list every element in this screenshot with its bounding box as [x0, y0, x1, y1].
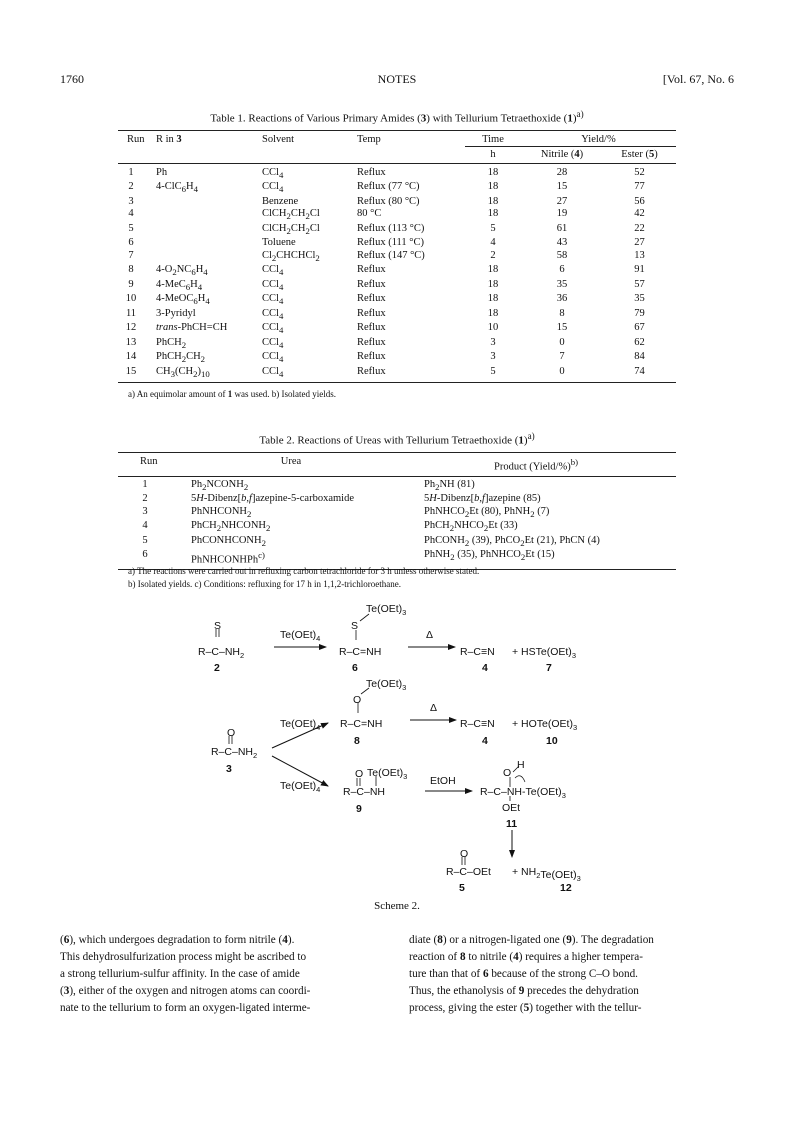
- table-cell: 62: [634, 336, 645, 348]
- table-cell: 27: [556, 195, 568, 207]
- table-cell: PhNH$_2$ (35), PhNHCO$_2$Et (15): [396, 549, 676, 569]
- table-cell: 18: [487, 195, 499, 207]
- col-product: Product (Yield/%)$^{b)}$: [494, 457, 578, 473]
- table-cell: Reflux (77 °C): [357, 181, 420, 193]
- body-line: process, giving the ester (5) together with the tellur-: [409, 1002, 642, 1014]
- table-cell: 80 °C: [357, 208, 382, 220]
- table-cell: $ClCH_2CH_2Cl$: [262, 208, 320, 222]
- table-cell: 18: [487, 166, 499, 178]
- body-line: diate (8) or a nitrogen-ligated one (9). The degradation: [409, 934, 654, 946]
- table-cell: 18: [487, 264, 499, 276]
- byproduct: + $HSTe(OEt)_3$: [512, 646, 576, 660]
- table-cell: 15: [118, 366, 156, 383]
- table-cell: Reflux: [357, 293, 386, 305]
- atom-s: S: [214, 620, 222, 632]
- table-cell: $4-ClC_6H_4$: [156, 181, 199, 195]
- cpd-label: 5: [459, 882, 465, 894]
- table-cell: 35: [556, 278, 568, 290]
- body-right-column: [409, 932, 734, 1017]
- table-cell: 18: [487, 278, 499, 290]
- table-cell: 19: [556, 208, 568, 220]
- atom-s: S: [351, 620, 359, 632]
- table-cell: $PhCH_2NHCONH_2$: [191, 520, 271, 534]
- table-cell: CCl$_4$: [262, 264, 284, 278]
- table-cell: 27: [634, 237, 645, 249]
- cpd-label: 4: [482, 735, 488, 747]
- table-cell: $4-MeOC_6H_4$: [156, 293, 210, 307]
- col-ester: Ester (5): [621, 149, 658, 161]
- table-cell: Reflux: [357, 264, 386, 276]
- col-run: Run: [127, 134, 145, 145]
- table-cell: 3: [490, 351, 496, 363]
- cpd-label: 8: [354, 735, 360, 747]
- table-cell: Reflux: [357, 351, 386, 363]
- table-cell: 1: [142, 478, 148, 490]
- table-cell: 5H-Dibenz[b,f]azepine (85): [424, 493, 541, 505]
- table-cell: CCl$_4$: [262, 307, 284, 321]
- table-cell: 8: [559, 307, 565, 319]
- te-group: $Te(OEt)_3$: [367, 767, 408, 781]
- tetrahedral-intermediate: $R-C-NH-Te(OEt)_3$: [480, 786, 566, 800]
- table-cell: 10: [125, 293, 137, 305]
- body-line: a strong tellurium-sulfur affinity. In the case of amide: [60, 968, 300, 980]
- te-group: $Te(OEt)_3$: [366, 678, 407, 692]
- table-cell: Reflux: [357, 366, 465, 383]
- table2-footnote-1: a) The reactions were carried out in refluxing carbon tetrachloride for 3 h unless otherwise stated.: [128, 566, 480, 576]
- table-cell: PhCONH$_2$ (39), PhCO$_2$Et (21), PhCN (4): [424, 534, 600, 548]
- table-cell: 56: [634, 195, 645, 207]
- table-cell: 61: [556, 222, 568, 234]
- reagent: $Te(OEt)_4$: [280, 629, 321, 643]
- cpd-label: 4: [482, 662, 488, 674]
- table-cell: PhCH$_2$: [156, 336, 187, 350]
- ethoxy: OEt: [502, 802, 521, 814]
- table-cell: 5: [142, 534, 148, 546]
- cpd-label: 9: [356, 803, 362, 815]
- table-cell: CCl$_4$: [262, 278, 284, 292]
- table-cell: $Ph_2NCONH_2$: [191, 478, 249, 492]
- table-cell: 14: [125, 351, 137, 363]
- table-cell: $Ph_2NH$ (81): [424, 478, 475, 492]
- table-cell: Reflux (113 °C): [357, 222, 425, 234]
- table1-footnote: a) An equimolar amount of 1 was used. b) Isolated yields.: [128, 389, 336, 399]
- table-cell: 7: [128, 249, 134, 261]
- table-cell: PhCONHCONH$_2$: [191, 534, 266, 548]
- table-cell: 74: [603, 366, 676, 383]
- body-line: reaction of 8 to nitrile (4) requires a higher tempera-: [409, 951, 643, 963]
- table-cell: PhNHCONH$_2$: [191, 505, 252, 519]
- table-cell: 6: [118, 549, 186, 569]
- col-run: Run: [140, 456, 158, 467]
- table-cell: 2: [128, 181, 134, 193]
- table-cell: 36: [556, 293, 568, 305]
- col-urea: Urea: [280, 456, 302, 467]
- byproduct: + $HOTe(OEt)_3$: [512, 718, 578, 732]
- col-time: Time: [465, 131, 521, 147]
- reagent: $Te(OEt)_4$: [280, 780, 321, 794]
- table-cell: 5: [128, 222, 134, 234]
- table-cell: Benzene: [262, 195, 299, 207]
- table-cell: 10: [487, 322, 499, 334]
- cpd-label: 2: [214, 662, 220, 674]
- table-cell: 4: [490, 237, 496, 249]
- body-line: nate to the tellurium to form an oxygen-ligated interme-: [60, 1002, 311, 1014]
- table-cell: Reflux (111 °C): [357, 237, 424, 249]
- page-number: 1760: [60, 72, 84, 86]
- table1-caption: Table 1. Reactions of Various Primary Amides (3) with Tellurium Tetraethoxide $(1)^{a)}$: [210, 109, 584, 125]
- table-cell: CCl$_4$: [262, 166, 284, 180]
- table-cell: 5: [490, 222, 496, 234]
- heat: Δ: [426, 629, 434, 641]
- cpd-label: 7: [546, 662, 552, 674]
- table-cell: 12: [125, 322, 137, 334]
- table-cell: PhNHCONHPh$^{c)}$: [186, 549, 396, 569]
- amide-te: R–C–NH: [343, 786, 386, 798]
- table-cell: CCl$_4$: [262, 351, 284, 365]
- table-cell: 4: [128, 208, 134, 220]
- atom-o: O: [503, 767, 512, 779]
- col-yield: Yield/%: [521, 131, 676, 147]
- byproduct: + $NH_2Te(OEt)_3$: [512, 866, 581, 883]
- table-cell: 18: [487, 307, 499, 319]
- table-cell: 13: [634, 249, 645, 261]
- te-group: $Te(OEt)_3$: [366, 603, 407, 617]
- table-cell: Reflux: [357, 307, 386, 319]
- col-solvent: Solvent: [262, 134, 295, 145]
- table-cell: 79: [634, 307, 645, 319]
- col-temp: Temp: [357, 134, 381, 145]
- table-cell: $4-MeC_6H_4$: [156, 278, 203, 292]
- body-left-column: [60, 932, 386, 1017]
- table-cell: CCl$_4$: [262, 181, 284, 195]
- body-line: This dehydrosulfurization process might be ascribed to: [60, 951, 307, 963]
- cpd-label: 3: [226, 763, 232, 775]
- table-cell: 0: [559, 336, 565, 348]
- table-cell: CCl$_4$: [262, 366, 357, 383]
- table-cell: 5H-Dibenz[b,f]azepine-5-carboxamide: [191, 493, 354, 505]
- nitrile: R–C≡N: [460, 646, 495, 658]
- nitrile: R–C≡N: [460, 718, 495, 730]
- ester: R–C–OEt: [446, 866, 491, 878]
- table-cell: 52: [634, 166, 645, 178]
- table-cell: 67: [634, 322, 645, 334]
- table-cell: 6: [128, 237, 134, 249]
- table-cell: CCl$_4$: [262, 322, 284, 336]
- table-cell: 28: [556, 166, 568, 178]
- table-cell: $CH_3(CH_2)_{10}$: [156, 366, 262, 383]
- atom-o: O: [355, 768, 364, 780]
- table-cell: 8: [128, 264, 134, 276]
- table-cell: 9: [128, 278, 134, 290]
- table-cell: 3: [128, 195, 134, 207]
- col-nitrile: Nitrile (4): [540, 149, 584, 161]
- atom-h: H: [517, 759, 525, 771]
- table-cell: 2: [490, 249, 496, 261]
- table-cell: 15: [556, 322, 568, 334]
- table-cell: 3: [142, 505, 148, 517]
- cpd-label: 12: [560, 882, 572, 894]
- table-cell: $PhCH_2NHCO_2Et$ (33): [424, 520, 518, 534]
- thioamide: $R-C-NH_2$: [198, 646, 245, 660]
- table-cell: PhNHCO$_2$Et (80), PhNH$_2$ (7): [424, 505, 550, 519]
- atom-o: O: [353, 694, 362, 706]
- cpd-label: 10: [546, 735, 558, 747]
- reagent-etoh: EtOH: [430, 775, 456, 787]
- table-cell: CCl$_4$: [262, 336, 284, 350]
- heat: Δ: [430, 702, 438, 714]
- cpd-label: 6: [352, 662, 358, 674]
- table-cell: 77: [634, 181, 645, 193]
- body-line: Thus, the ethanolysis of 9 precedes the dehydration: [409, 985, 639, 997]
- table-cell: $ClCH_2CH_2Cl$: [262, 222, 320, 236]
- table-cell: CCl$_4$: [262, 293, 284, 307]
- imidate: R–C=NH: [339, 646, 382, 658]
- table-cell: 18: [487, 181, 499, 193]
- atom-o: O: [227, 727, 236, 739]
- table-cell: Toluene: [262, 237, 296, 249]
- section-title: NOTES: [377, 72, 417, 86]
- table-cell: 2: [142, 493, 148, 505]
- table-cell: 1: [128, 166, 134, 178]
- table-cell: 57: [634, 278, 645, 290]
- journal-volume: [Vol. 67, No. 6: [662, 72, 734, 86]
- table-cell: 5: [465, 366, 521, 383]
- col-r: R in 3: [156, 134, 182, 145]
- table-cell: 84: [634, 351, 645, 363]
- table-cell: $Cl_2CHCHCl_2$: [262, 249, 320, 263]
- table-cell: Reflux (147 °C): [357, 249, 425, 261]
- table-cell: 42: [634, 208, 645, 220]
- table2-caption: Table 2. Reactions of Ureas with Tellurium Tetraethoxide $(1)^{a)}$: [259, 431, 535, 447]
- table-cell: 3-Pyridyl: [156, 307, 196, 319]
- table-cell: 4: [142, 520, 148, 532]
- atom-o: O: [460, 848, 469, 860]
- cpd-label: 11: [506, 818, 518, 830]
- table-cell: Ph: [156, 166, 168, 178]
- table-cell: 18: [487, 208, 499, 220]
- table-cell: 35: [634, 293, 645, 305]
- table-cell: Reflux: [357, 166, 386, 178]
- body-line: (3), either of the oxygen and nitrogen atoms can coordi-: [60, 985, 311, 997]
- table-cell: trans-PhCH=CH: [156, 322, 228, 334]
- scheme-caption: Scheme 2.: [374, 900, 420, 912]
- table-cell: Reflux (80 °C): [357, 195, 420, 207]
- table-cell: 43: [556, 237, 568, 249]
- table-cell: 13: [125, 336, 137, 348]
- table-cell: Reflux: [357, 322, 386, 334]
- table-cell: $4-O_2NC_6H_4$: [156, 264, 208, 278]
- col-time-unit: h: [490, 149, 496, 161]
- reagent: $Te(OEt)_4$: [280, 718, 321, 732]
- table-cell: 58: [556, 249, 568, 261]
- table-cell: Reflux: [357, 336, 386, 348]
- table-cell: 91: [634, 264, 645, 276]
- body-line: ture than that of 6 because of the strong C–O bond.: [409, 968, 638, 980]
- table-cell: 22: [634, 222, 645, 234]
- table-cell: Reflux: [357, 278, 386, 290]
- table-cell: 11: [125, 307, 137, 319]
- amide: $R-C-NH_2$: [211, 746, 258, 760]
- table-cell: 7: [559, 351, 565, 363]
- table-cell: 3: [490, 336, 496, 348]
- table-cell: 18: [487, 293, 499, 305]
- table-cell: 15: [556, 181, 568, 193]
- table-cell: $PhCH_2CH_2$: [156, 351, 206, 365]
- table-cell: 0: [521, 366, 603, 383]
- body-line: (6), which undergoes degradation to form nitrile (4).: [60, 934, 295, 946]
- table-cell: 6: [559, 264, 565, 276]
- table2-footnote-2: b) Isolated yields. c) Conditions: refluxing for 17 h in 1,1,2-trichloroethane.: [128, 579, 401, 589]
- imidate: R–C=NH: [340, 718, 383, 730]
